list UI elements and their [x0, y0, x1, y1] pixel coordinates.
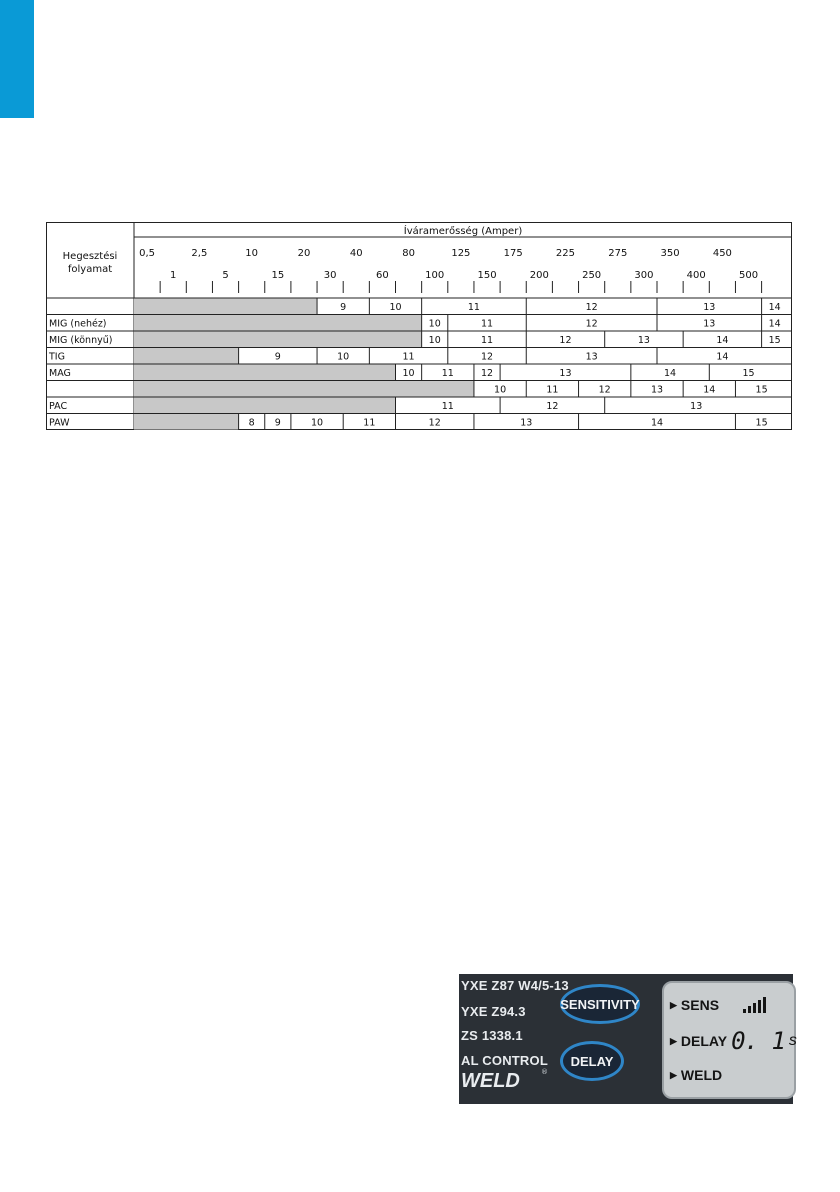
- tick-label-lower: 60: [376, 270, 389, 281]
- process-label: PAC: [49, 401, 68, 412]
- shade-fill-cell: [134, 365, 396, 381]
- shade-fill-cell: [134, 332, 422, 348]
- tick-label-upper: 275: [608, 248, 628, 259]
- shade-number: 11: [363, 417, 376, 429]
- shade-number: 13: [585, 351, 598, 363]
- lcd-delay-row: [670, 1027, 797, 1055]
- process-label: PAW: [49, 417, 70, 429]
- shade-fill-cell: [134, 299, 317, 315]
- lcd-delay-value: 0. 1: [731, 1027, 785, 1055]
- process-label: MIG (könnyű): [49, 335, 113, 346]
- tick-label-upper: 0,5: [139, 248, 156, 259]
- shade-fill-cell: [134, 348, 239, 364]
- shade-number: 13: [703, 302, 716, 313]
- shade-table: [46, 222, 792, 434]
- shade-number: 12: [559, 335, 572, 346]
- shade-number: 14: [650, 417, 664, 429]
- tick-label-lower: 250: [582, 270, 602, 281]
- signal-bar: [743, 1009, 746, 1013]
- current-header: Íváramerősség (Amper): [403, 226, 523, 237]
- shade-number: 13: [637, 335, 650, 346]
- pointer-icon: ▶: [670, 1035, 677, 1046]
- lcd-display: [662, 981, 796, 1099]
- shade-number: 9: [274, 417, 281, 429]
- shade-number: 13: [520, 417, 533, 429]
- standard-line: YXE Z87 W4/5-13: [461, 978, 569, 993]
- shade-number: 15: [768, 335, 781, 346]
- tick-label-lower: 30: [323, 270, 337, 281]
- shade-number: 12: [546, 401, 559, 412]
- lcd-weld-label: WELD: [680, 1067, 723, 1083]
- lcd-delay-unit: s: [788, 1032, 797, 1049]
- shade-number: 10: [428, 318, 441, 330]
- tick-label-lower: 500: [738, 270, 759, 281]
- shade-number: 10: [428, 335, 441, 346]
- tick-label-upper: 225: [555, 248, 576, 259]
- process-header-line: folyamat: [67, 264, 113, 275]
- tick-label-lower: 1: [170, 270, 177, 281]
- shade-number: 12: [585, 318, 598, 330]
- shade-number: 11: [480, 318, 494, 330]
- process-label: MAG: [49, 368, 71, 379]
- tick-label-upper: 2,5: [191, 248, 208, 259]
- tick-label-upper: 175: [503, 248, 523, 259]
- shade-number: 13: [703, 318, 716, 330]
- tick-label-upper: 450: [712, 248, 732, 259]
- tick-label-lower: 150: [477, 270, 497, 281]
- standard-line: AL CONTROL: [461, 1053, 548, 1068]
- registered-mark: ®: [541, 1068, 548, 1076]
- process-header-line: Hegesztési: [62, 251, 118, 262]
- lcd-sens-row: [670, 997, 766, 1013]
- shade-number: 11: [402, 351, 415, 363]
- shade-number: 15: [742, 368, 755, 379]
- tick-label-lower: 400: [686, 270, 706, 281]
- shade-fill-cell: [134, 398, 396, 414]
- shade-number: 14: [716, 351, 729, 363]
- signal-bars-icon: [743, 997, 766, 1013]
- lcd-delay-label: DELAY: [680, 1033, 728, 1049]
- shade-number: 9: [340, 302, 347, 313]
- shade-number: 12: [585, 302, 598, 313]
- signal-bar: [748, 1006, 751, 1013]
- shade-table-svg: [46, 222, 792, 430]
- tick-label-lower: 100: [425, 270, 445, 281]
- tick-label-lower: 200: [529, 270, 549, 281]
- shade-fill-cell: [134, 414, 239, 430]
- tick-label-lower: 15: [271, 270, 285, 281]
- delay-button[interactable]: DELAY: [560, 1041, 624, 1081]
- tick-label-upper: 40: [349, 248, 363, 259]
- tick-label-lower: 300: [634, 270, 654, 281]
- shade-fill-cell: [134, 381, 474, 397]
- shade-number: 13: [559, 368, 572, 379]
- shade-number: 12: [428, 417, 441, 429]
- shade-number: 12: [598, 384, 611, 396]
- shade-number: 9: [274, 351, 281, 363]
- shade-number: 11: [480, 335, 494, 346]
- lcd-weld-row: [670, 1067, 722, 1083]
- shade-number: 15: [755, 384, 768, 396]
- tick-label-upper: 80: [402, 248, 415, 259]
- brand-logo: WELD: [461, 1070, 520, 1092]
- shade-number: 10: [311, 417, 324, 429]
- shade-number: 14: [768, 302, 781, 313]
- signal-bar: [763, 997, 766, 1013]
- tick-label-upper: 10: [245, 248, 259, 259]
- shade-number: 11: [467, 302, 480, 313]
- shade-number: 11: [441, 401, 454, 412]
- shade-number: 8: [248, 417, 255, 429]
- shade-number: 10: [402, 368, 415, 379]
- shade-number: 14: [716, 335, 729, 346]
- shade-number: 10: [389, 302, 402, 313]
- shade-number: 14: [768, 318, 781, 330]
- tick-label-upper: 125: [451, 248, 471, 259]
- shade-number: 13: [650, 384, 664, 396]
- shade-number: 10: [337, 351, 350, 363]
- accent-bar: [0, 0, 34, 118]
- lcd-sens-label: SENS: [680, 997, 720, 1013]
- shade-number: 14: [664, 368, 677, 379]
- shade-number: 11: [546, 384, 559, 396]
- shade-number: 13: [690, 401, 703, 412]
- shade-number: 15: [755, 417, 768, 429]
- shade-number: 12: [480, 351, 494, 363]
- shade-number: 11: [441, 368, 454, 379]
- shade-number: 14: [703, 384, 716, 396]
- standard-line: ZS 1338.1: [461, 1028, 523, 1043]
- signal-bar: [753, 1003, 756, 1013]
- process-label: TIG: [49, 351, 65, 363]
- pointer-icon: ▶: [670, 1069, 677, 1080]
- standard-line: YXE Z94.3: [461, 1004, 526, 1019]
- pointer-icon: ▶: [670, 999, 677, 1010]
- shade-number: 12: [480, 368, 494, 379]
- sensitivity-button[interactable]: SENSITIVITY: [560, 984, 640, 1024]
- tick-label-lower: 5: [222, 270, 229, 281]
- shade-number: 10: [494, 384, 507, 396]
- tick-label-upper: 20: [297, 248, 311, 259]
- tick-label-upper: 350: [660, 248, 680, 259]
- process-label: MIG (nehéz): [49, 318, 107, 330]
- control-panel-photo: [459, 974, 797, 1104]
- shade-fill-cell: [134, 315, 422, 331]
- signal-bar: [758, 1000, 761, 1013]
